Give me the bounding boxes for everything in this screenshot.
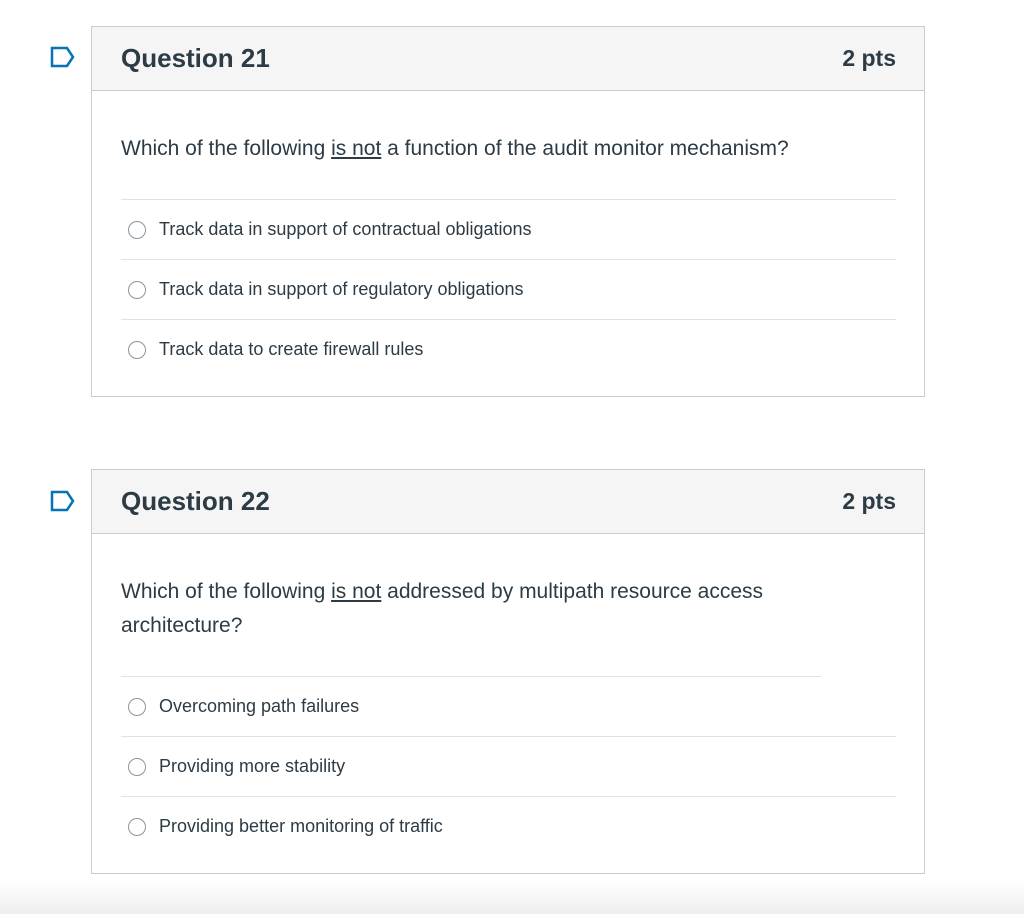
question-22-card (91, 469, 925, 874)
question-title: Question 21 (121, 43, 270, 73)
question-points: 2 pts (842, 45, 896, 71)
question-21-card (91, 26, 925, 397)
question-points: 2 pts (842, 488, 896, 514)
question-text-start: Which of the following (121, 137, 332, 160)
answer-label: Track data in support of contractual obligations (159, 219, 532, 239)
answer-list (121, 677, 896, 873)
flag-question-22-icon[interactable] (50, 490, 76, 512)
question-text (121, 132, 896, 200)
question-text-end: a function of the audit monitor mechanism? (381, 137, 789, 160)
page-bottom-shadow (0, 880, 1024, 914)
answer-option[interactable] (121, 677, 896, 737)
radio-unchecked-icon[interactable] (128, 758, 146, 776)
question-body (92, 575, 924, 873)
answer-option[interactable] (121, 320, 896, 379)
answer-option[interactable] (121, 260, 896, 320)
answer-list (121, 200, 896, 396)
question-text-emphasis: is not (331, 580, 382, 603)
answer-label: Track data to create firewall rules (159, 339, 424, 359)
radio-unchecked-icon[interactable] (128, 341, 146, 359)
answer-label: Track data in support of regulatory obligations (159, 279, 524, 299)
answer-option[interactable] (121, 797, 896, 856)
question-header (92, 470, 924, 534)
flag-question-21-icon[interactable] (50, 46, 76, 68)
answer-option[interactable] (121, 200, 896, 260)
answer-option[interactable] (121, 737, 896, 797)
question-text-emphasis: is not (331, 137, 382, 160)
answer-label: Overcoming path failures (159, 696, 360, 716)
question-text (121, 575, 821, 677)
question-text-end: addressed by multipath resource access architecture? (121, 580, 764, 637)
question-body (92, 132, 924, 396)
radio-unchecked-icon[interactable] (128, 698, 146, 716)
answer-label: Providing more stability (159, 756, 346, 776)
question-title: Question 22 (121, 486, 270, 516)
radio-unchecked-icon[interactable] (128, 221, 146, 239)
answer-label: Providing better monitoring of traffic (159, 816, 443, 836)
question-text-start: Which of the following (121, 580, 332, 603)
radio-unchecked-icon[interactable] (128, 281, 146, 299)
question-header (92, 27, 924, 91)
radio-unchecked-icon[interactable] (128, 818, 146, 836)
